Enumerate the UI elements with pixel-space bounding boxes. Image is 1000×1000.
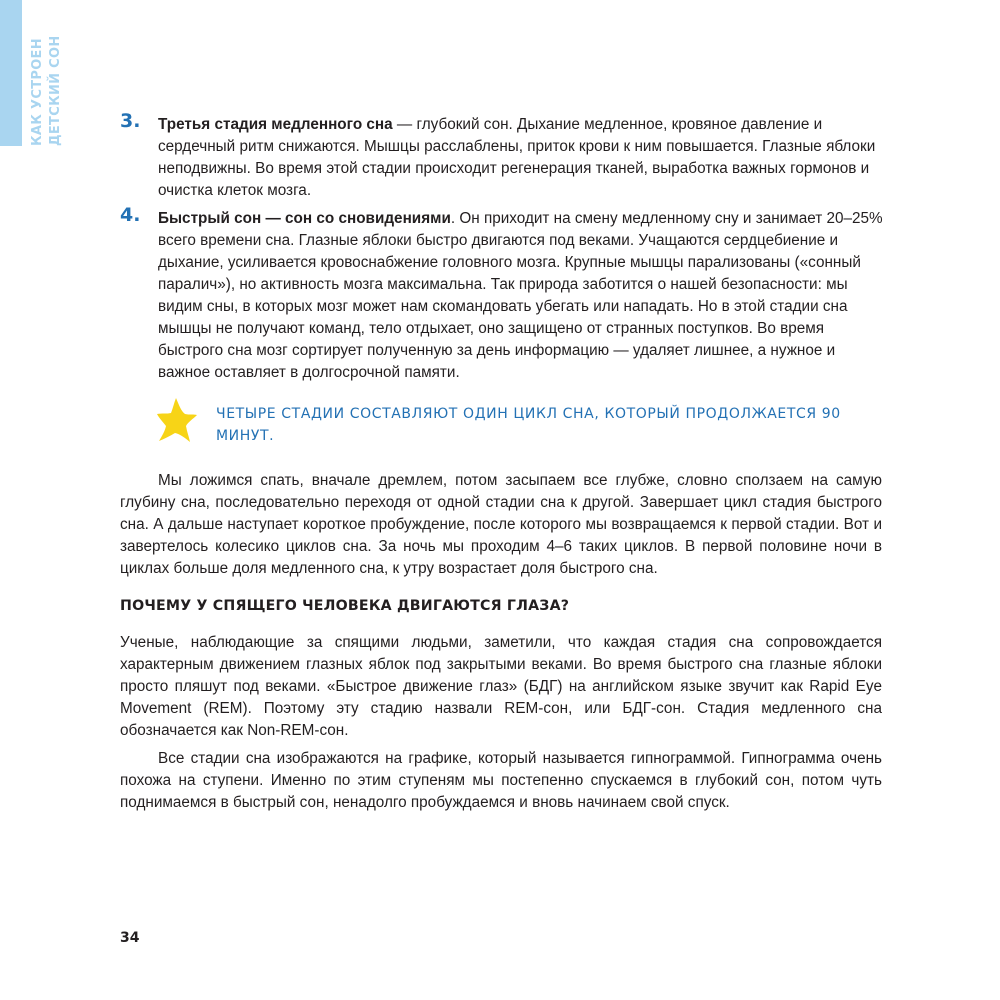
paragraph-hypnogram: Все стадии сна изображаются на графике, который называется гипнограммой. Гипнограмма очень похожа на ступени. Именно по этим ступеням мы постепенно спускаемся в глубокий сон, потом чуть поднимаемся в быстрый сон, ненадолго пробуждаемся и вновь начинаем свой спуск. — [120, 750, 882, 811]
list-number: 3. — [120, 110, 141, 132]
side-tab — [0, 0, 22, 146]
list-item-text: . Он приходит на смену медленному сну и занимает 20–25% всего времени сна. Глазные яблоки быстро двигаются под веками. Учащаются сердцебиение и дыхание, усиливается кровоснабжение головного мозга. Крупные мышцы парализованы («сонный паралич»), но активность мозга максимальна. Так природа заботится о нашей безопасности: мы видим сны, в которых мозг может нам скомандовать убегать или нападать. Но в этой стадии сна мышцы не получают команд, тело отдыхает, оно защищено от странных поступков. Во время быстрого сна мозг сортирует полученную за день информацию — удаляет лишнее, а нужное и важное оставляет в долгосрочной памяти. — [158, 210, 883, 381]
paragraph-cycle: Мы ложимся спать, вначале дремлем, потом засыпаем все глубже, словно сползаем на самую глубину сна, последовательно переходя от одной стадии сна к другой. Завершает цикл стадия быстрого сна. А дальше наступает короткое пробуждение, после которого мы возвращаемся к первой стадии. Вот и завертелось колесико циклов сна. За ночь мы проходим 4–6 таких циклов. В первой половине ночи в циклах больше доля медленного сна, к утру возрастает доля быстрого сна. — [120, 472, 882, 577]
page-number: 34 — [120, 930, 140, 946]
list-number: 4. — [120, 204, 141, 226]
list-item-4 — [120, 204, 890, 384]
list-item-title: Третья стадия медленного сна — [158, 116, 393, 133]
star-icon — [156, 397, 198, 443]
callout — [156, 395, 896, 451]
callout-text: ЧЕТЫРЕ СТАДИИ СОСТАВЛЯЮТ ОДИН ЦИКЛ СНА, КОТОРЫЙ ПРОДОЛЖАЕТСЯ 90 МИНУТ. — [216, 406, 841, 444]
list-item-title: Быстрый сон — сон со сновидениями — [158, 210, 451, 227]
chapter-label — [22, 0, 80, 146]
list-item-text: — глубокий сон. Дыхание медленное, кровяное давление и сердечный ритм снижаются. Мышцы расслаблены, приток крови к ним повышается. Глазные яблоки неподвижны. Во время этой стадии происходит регенерация тканей, выработка важных гормонов и очистка клеток мозга. — [158, 116, 876, 199]
chapter-label-line1: КАК УСТРОЕН — [30, 38, 45, 146]
chapter-label-line2: ДЕТСКИЙ СОН — [48, 35, 63, 146]
list-item-3 — [120, 110, 890, 202]
section-heading: ПОЧЕМУ У СПЯЩЕГО ЧЕЛОВЕКА ДВИГАЮТСЯ ГЛАЗА? — [120, 598, 570, 614]
paragraph-rem: Ученые, наблюдающие за спящими людьми, заметили, что каждая стадия сна сопровождается характерным движением глазных яблок под закрытыми веками. Во время быстрого сна глазные яблоки просто пляшут под веками. «Быстрое движение глаз» (БДГ) на английском языке звучит как Rapid Eye Movement (REM). Поэтому эту стадию назвали REM-сон, или БДГ-сон. Стадия медленного сна обозначается как Non-REM-сон. — [120, 634, 882, 739]
